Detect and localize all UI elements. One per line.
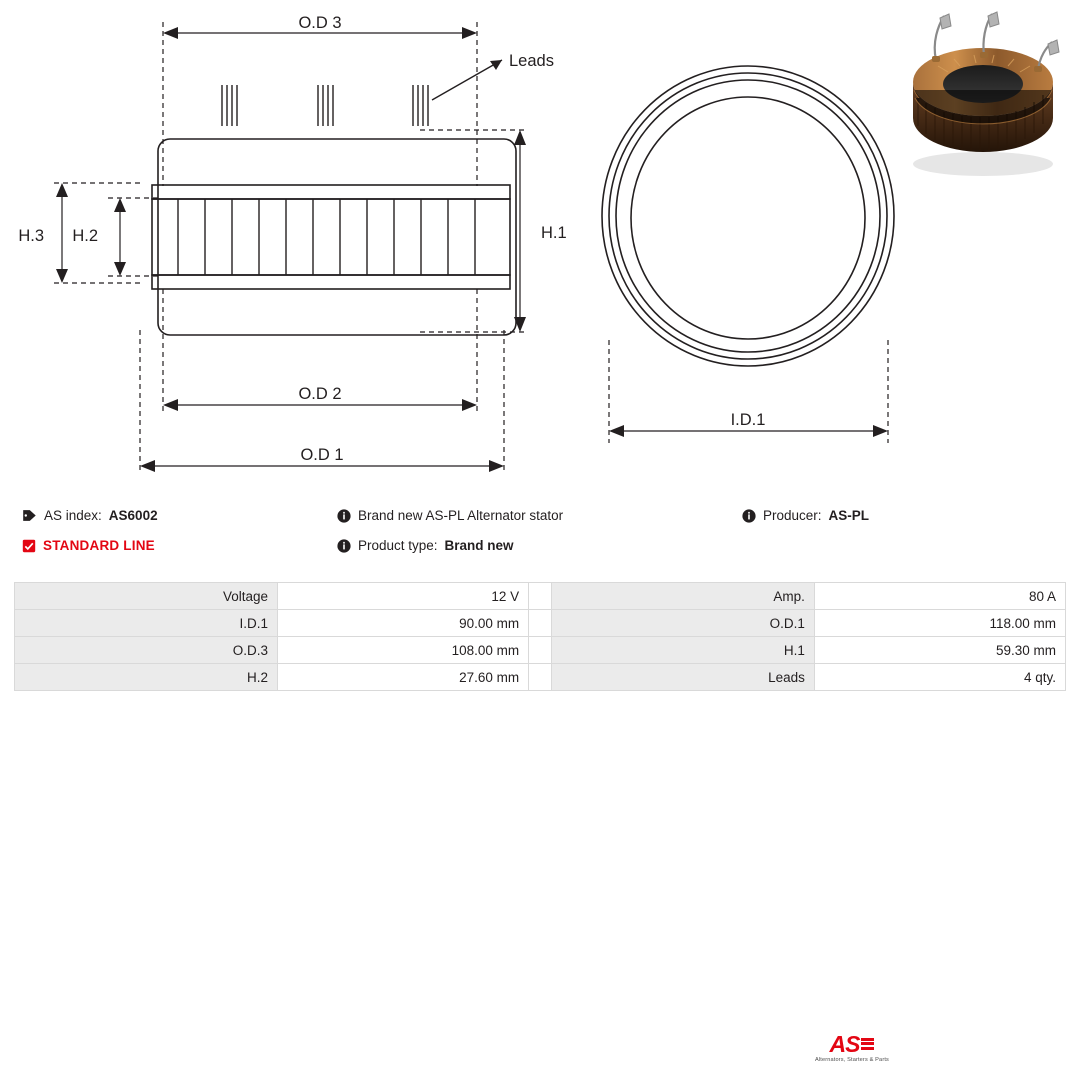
product-type xyxy=(337,538,514,553)
dim-label-h2: H.2 xyxy=(72,227,98,245)
spec-key: H.2 xyxy=(15,664,278,691)
as-index xyxy=(22,508,158,523)
as-pl-logo-text: AS xyxy=(829,1031,860,1057)
spec-key: I.D.1 xyxy=(15,610,278,637)
product-type-label: Product type: xyxy=(358,538,438,553)
info-icon xyxy=(742,509,756,523)
table-row xyxy=(15,583,1066,610)
spec-value: 108.00 mm xyxy=(278,637,529,664)
product-type-value: Brand new xyxy=(444,538,514,553)
info-row-1 xyxy=(0,508,1080,536)
as-pl-logo-bars xyxy=(861,1038,874,1052)
producer-value: AS-PL xyxy=(828,508,870,523)
as-pl-logo-mark xyxy=(805,1033,899,1056)
dim-label-id1: I.D.1 xyxy=(730,411,766,429)
as-index-label: AS index: xyxy=(44,508,102,523)
check-box-icon xyxy=(22,539,36,553)
spec-key: Leads xyxy=(551,664,814,691)
dim-label-od1: O.D 1 xyxy=(300,446,344,464)
dim-label-h1: H.1 xyxy=(541,224,567,242)
standard-line-badge xyxy=(22,538,155,553)
producer-label: Producer: xyxy=(763,508,822,523)
info-icon xyxy=(337,509,351,523)
standard-line-label: STANDARD LINE xyxy=(43,538,155,553)
dim-label-leads: Leads xyxy=(509,52,554,70)
spec-value: 12 V xyxy=(278,583,529,610)
info-row-2 xyxy=(0,538,1080,566)
table-row xyxy=(15,610,1066,637)
as-pl-logo-tagline: Alternators, Starters & Parts xyxy=(815,1057,889,1063)
spec-key: H.1 xyxy=(551,637,814,664)
table-gap xyxy=(529,664,552,691)
spec-value: 4 qty. xyxy=(814,664,1065,691)
spec-value: 27.60 mm xyxy=(278,664,529,691)
dim-label-od3: O.D 3 xyxy=(298,14,342,32)
info-icon xyxy=(337,539,351,553)
table-row xyxy=(15,664,1066,691)
as-pl-logo xyxy=(805,1033,899,1065)
product-description xyxy=(337,508,563,523)
spec-key: O.D.3 xyxy=(15,637,278,664)
spec-key: Voltage xyxy=(15,583,278,610)
spec-value: 118.00 mm xyxy=(814,610,1065,637)
table-row xyxy=(15,637,1066,664)
spec-key: Amp. xyxy=(551,583,814,610)
table-gap xyxy=(529,583,552,610)
spec-key: O.D.1 xyxy=(551,610,814,637)
as-index-value: AS6002 xyxy=(108,508,158,523)
product-photo xyxy=(888,4,1074,184)
specifications-table xyxy=(14,582,1066,691)
tag-icon xyxy=(22,509,37,522)
table-gap xyxy=(529,637,552,664)
dim-label-od2: O.D 2 xyxy=(298,385,342,403)
table-gap xyxy=(529,610,552,637)
spec-value: 59.30 mm xyxy=(814,637,1065,664)
product-description-text: Brand new AS-PL Alternator stator xyxy=(358,508,564,523)
spec-value: 80 A xyxy=(814,583,1065,610)
dim-label-h3: H.3 xyxy=(18,227,44,245)
producer xyxy=(742,508,869,523)
spec-value: 90.00 mm xyxy=(278,610,529,637)
